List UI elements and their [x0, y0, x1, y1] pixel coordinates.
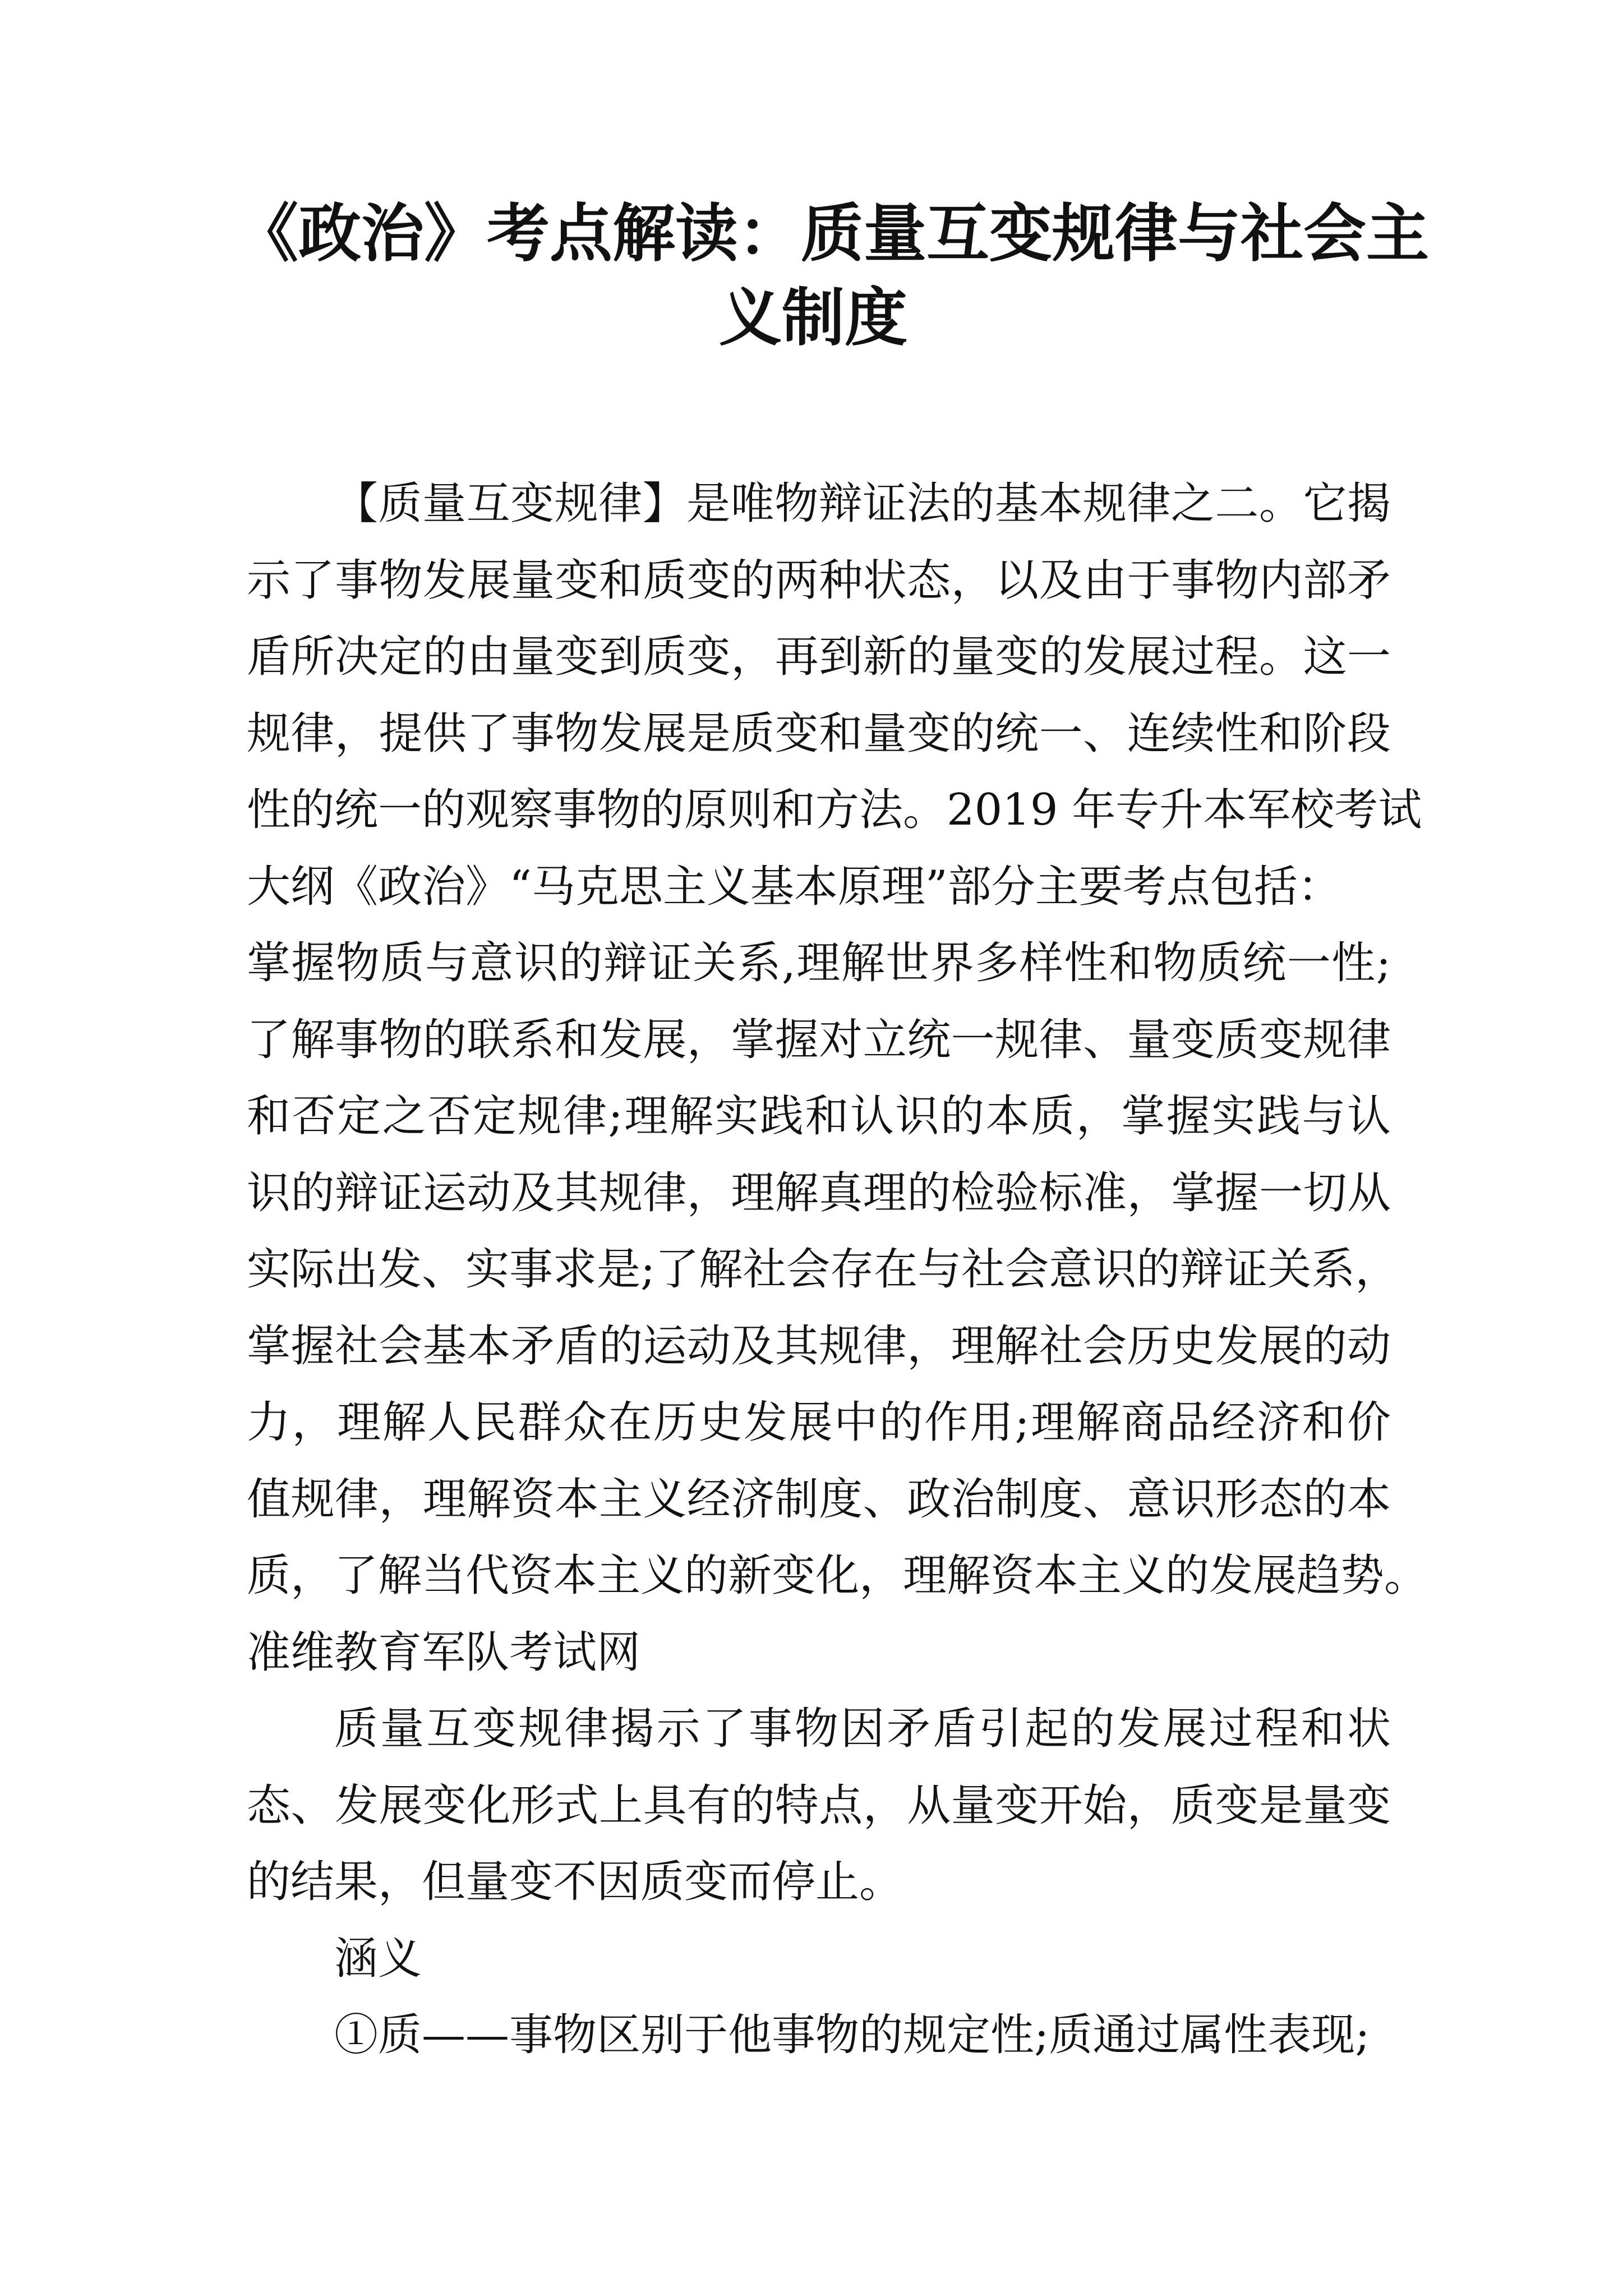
text-line: 的结果，但量变不因质变而停止。: [247, 1857, 903, 1907]
text-line: 【质量互变规律】是唯物辩证法的基本规律之二。它揭: [334, 478, 1391, 529]
document-body: [247, 466, 1428, 2074]
text-line: 值规律，理解资本主义经济制度、政治制度、意识形态的本: [247, 1474, 1391, 1525]
text-line: 掌握物质与意识的辩证关系,理解世界多样性和物质统一性;: [247, 938, 1391, 988]
text-line: 盾所决定的由量变到质变，再到新的量变的发展过程。这一: [247, 632, 1391, 682]
text-line: 性的统一的观察事物的原则和方法。2019 年专升本军校考试: [247, 785, 1422, 835]
text-line: 态、发展变化形式上具有的特点，从量变开始，质变是量变: [247, 1780, 1391, 1831]
paragraph-intro: [247, 466, 1428, 1691]
text-line: 质量互变规律揭示了事物因矛盾引起的发展过程和状: [334, 1704, 1391, 1754]
paragraph-law-description: [247, 1691, 1391, 1921]
title-line: 《政治》考点解读：质量互变规律与社会主: [236, 197, 1429, 270]
text-line: 力，理解人民群众在历史发展中的作用;理解商品经济和价: [247, 1397, 1391, 1448]
text-line: ①质——事物区别于他事物的规定性;质通过属性表现;: [334, 2010, 1370, 2060]
text-line: 实际出发、实事求是;了解社会存在与社会意识的辩证关系，: [247, 1244, 1399, 1295]
text-line: 了解事物的联系和发展，掌握对立统一规律、量变质变规律: [247, 1014, 1391, 1065]
text-line: 掌握社会基本矛盾的运动及其规律，理解社会历史发展的动: [247, 1320, 1391, 1372]
text-line: 示了事物发展量变和质变的两种状态，以及由于事物内部矛: [247, 555, 1391, 606]
document-title: [236, 192, 1429, 360]
text-line: 和否定之否定规律;理解实践和认识的本质，掌握实践与认: [247, 1091, 1391, 1142]
text-line: 准维教育军队考试网: [247, 1627, 641, 1678]
paragraph-item-quality: [247, 1997, 1391, 2074]
title-line: 义制度: [719, 281, 907, 355]
text-line: 涵义: [334, 1933, 422, 1984]
text-line: 质，了解当代资本主义的新变化，理解资本主义的发展趋势。: [247, 1550, 1428, 1601]
paragraph-heading-meaning: [247, 1921, 1391, 1998]
text-line: 大纲《政治》“马克思主义基本原理”部分主要考点包括：: [247, 861, 1341, 912]
text-line: 识的辩证运动及其规律，理解真理的检验标准，掌握一切从: [247, 1167, 1391, 1218]
text-line: 规律，提供了事物发展是质变和量变的统一、连续性和阶段: [247, 708, 1391, 759]
